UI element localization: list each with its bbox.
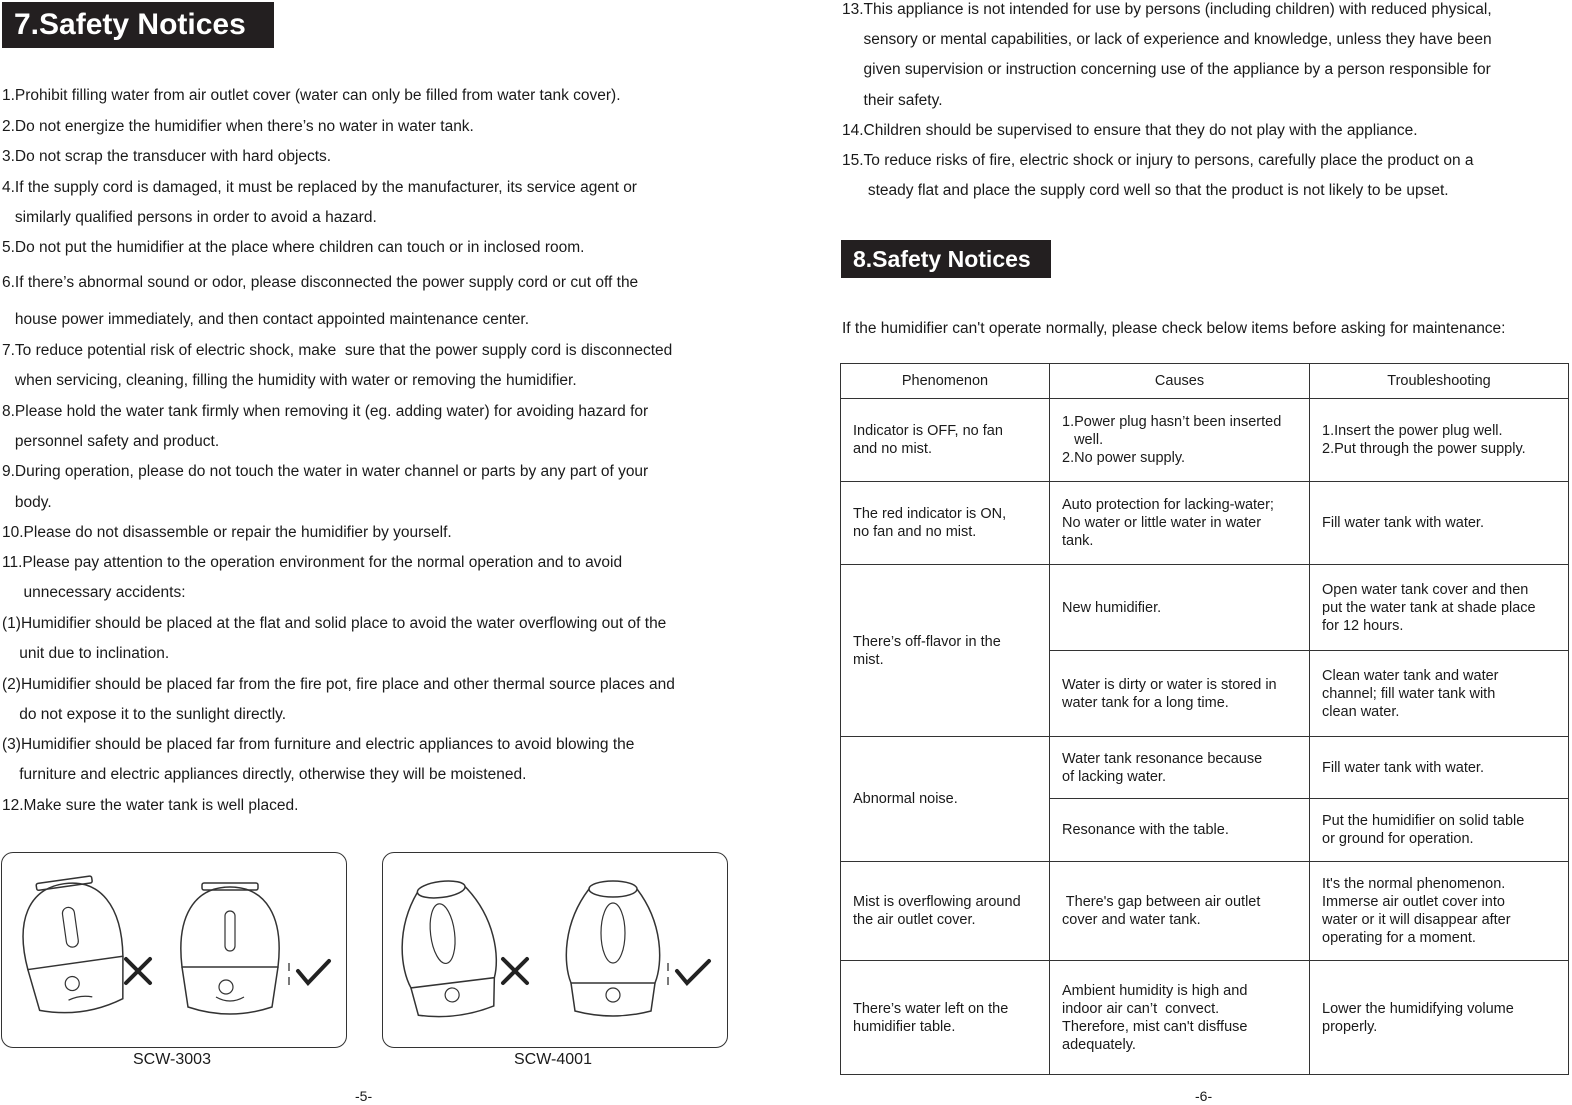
- cause-cell: [1050, 565, 1310, 651]
- safety-notice-line: 5.Do not put the humidifier at the place where children can touch or in inclosed room.: [2, 239, 585, 256]
- section-title-8: 8.Safety Notices: [841, 240, 1051, 278]
- safety-notice-line: 7.To reduce potential risk of electric shock, make sure that the power supply cord is disconnected: [2, 342, 673, 359]
- safety-notice-line: steady flat and place the supply cord well so that the product is not likely to be upset.: [842, 182, 1449, 199]
- cell-text-line: cover and water tank.: [1062, 912, 1201, 928]
- product-illustration-scw-3003: [1, 852, 347, 1048]
- cell-text-line: properly.: [1322, 1018, 1378, 1035]
- safety-notice-line: 10.Please do not disassemble or repair the humidifier by yourself.: [2, 524, 452, 541]
- cell-text-line: Open water tank cover and then: [1322, 581, 1529, 598]
- cell-text-line: tank.: [1062, 533, 1094, 549]
- safety-notice-line: furniture and electric appliances directly, otherwise they will be moistened.: [2, 766, 527, 783]
- humidifier-upright-image: [181, 883, 279, 1014]
- safety-notice-line: similarly qualified persons in order to avoid a hazard.: [2, 209, 377, 226]
- product-illustration-scw-4001: [382, 852, 728, 1048]
- cause-cell: [1050, 862, 1310, 961]
- safety-notice-line: 9.During operation, please do not touch the water in water channel or parts by any part of your: [2, 463, 649, 480]
- safety-notice-line: 2.Do not energize the humidifier when there’s no water in water tank.: [2, 118, 474, 135]
- cell-text-line: and no mist.: [853, 441, 932, 457]
- troubleshooting-cell: [1310, 737, 1569, 799]
- cell-text-line: No water or little water in water: [1062, 515, 1262, 531]
- safety-notice-line: unnecessary accidents:: [2, 584, 186, 601]
- cell-text-line: There's gap between air outlet: [1062, 894, 1261, 910]
- section-title-7: 7.Safety Notices: [2, 2, 274, 48]
- cell-text-line: put the water tank at shade place: [1322, 599, 1536, 616]
- cell-text-line: humidifier table.: [853, 1018, 956, 1035]
- cell-text-line: Lower the humidifying volume: [1322, 1000, 1514, 1017]
- cell-text-line: Put the humidifier on solid table: [1322, 813, 1525, 829]
- cause-cell: [1050, 799, 1310, 862]
- troubleshooting-cell: [1310, 961, 1569, 1075]
- cell-text-line: adequately.: [1062, 1036, 1136, 1053]
- phenomenon-cell: [841, 862, 1050, 961]
- cell-text-line: There’s water left on the: [853, 1000, 1009, 1017]
- safety-notice-line: 8.Please hold the water tank firmly when removing it (eg. adding water) for avoiding hazard for: [2, 403, 649, 420]
- table-row: [841, 482, 1569, 565]
- phenomenon-cell: [841, 737, 1050, 862]
- cell-text-line: Abnormal noise.: [853, 791, 958, 807]
- troubleshooting-cell: [1310, 862, 1569, 961]
- cause-cell: [1050, 482, 1310, 565]
- safety-notice-line: 12.Make sure the water tank is well placed.: [2, 797, 299, 814]
- cell-text-line: Fill water tank with water.: [1322, 515, 1484, 531]
- phenomenon-cell: [841, 565, 1050, 737]
- cell-text-line: clean water.: [1322, 703, 1400, 720]
- safety-notice-line: 1.Prohibit filling water from air outlet cover (water can only be filled from water tank cover).: [2, 87, 621, 104]
- phenomenon-cell: [841, 961, 1050, 1075]
- safety-notice-line: personnel safety and product.: [2, 433, 220, 450]
- cell-text-line: The red indicator is ON,: [853, 506, 1007, 522]
- safety-notice-line: when servicing, cleaning, filling the humidity with water or removing the humidifier.: [2, 372, 577, 389]
- troubleshooting-intro: If the humidifier can't operate normally, please check below items before asking for maintenance:: [842, 320, 1506, 337]
- cell-text-line: New humidifier.: [1062, 599, 1162, 616]
- safety-notice-line: 14.Children should be supervised to ensure that they do not play with the appliance.: [842, 122, 1418, 139]
- cause-cell: [1050, 651, 1310, 737]
- phenomenon-cell: [841, 482, 1050, 565]
- cause-cell: [1050, 399, 1310, 482]
- safety-notice-line: do not expose it to the sunlight directly.: [2, 706, 287, 723]
- cell-text-line: There’s off-flavor in the: [853, 633, 1001, 650]
- troubleshooting-cell: [1310, 399, 1569, 482]
- cell-text-line: Immerse air outlet cover into: [1322, 894, 1505, 910]
- cell-text-line: or ground for operation.: [1322, 831, 1474, 847]
- cell-text-line: water or it will disappear after: [1322, 912, 1511, 928]
- cell-text-line: of lacking water.: [1062, 768, 1166, 785]
- safety-notice-line: (1)Humidifier should be placed at the flat and solid place to avoid the water overflowing out of the: [2, 615, 667, 632]
- cell-text-line: for 12 hours.: [1322, 617, 1404, 634]
- cause-cell: [1050, 737, 1310, 799]
- safety-notice-line: 6.If there’s abnormal sound or odor, please disconnected the power supply cord or cut off the: [2, 274, 639, 291]
- phenomenon-cell: [841, 399, 1050, 482]
- humidifier-tilted-image: [394, 876, 503, 1021]
- table-row: [841, 565, 1569, 651]
- safety-notice-line: given supervision or instruction concerning use of the appliance by a person responsible for: [842, 61, 1491, 78]
- humidifier-upright-image: [566, 881, 659, 1016]
- cell-text-line: indoor air can’t convect.: [1062, 1000, 1220, 1017]
- cell-text-line: It's the normal phenomenon.: [1322, 876, 1506, 892]
- safety-notice-line: body.: [2, 494, 52, 511]
- safety-notice-line: sensory or mental capabilities, or lack of experience and knowledge, unless they have been: [842, 31, 1492, 48]
- troubleshooting-cell: [1310, 651, 1569, 737]
- model-label-scw-3003: SCW-3003: [133, 1051, 211, 1068]
- table-row: [841, 399, 1569, 482]
- safety-notice-line: 4.If the supply cord is damaged, it must be replaced by the manufacturer, its service agent or: [2, 179, 637, 196]
- cell-text-line: 1.Power plug hasn’t been inserted: [1062, 414, 1282, 430]
- cell-text-line: 1.Insert the power plug well.: [1322, 423, 1503, 439]
- cell-text-line: Clean water tank and water: [1322, 667, 1499, 684]
- troubleshooting-cell: [1310, 799, 1569, 862]
- cell-text-line: Auto protection for lacking-water;: [1062, 497, 1274, 513]
- troubleshooting-cell: [1310, 565, 1569, 651]
- cell-text-line: Therefore, mist can't disffuse: [1062, 1018, 1248, 1035]
- cell-text-line: Mist is overflowing around: [853, 894, 1021, 910]
- cell-text-line: Water is dirty or water is stored in: [1062, 676, 1277, 693]
- humidifier-tilted-image: [15, 873, 131, 1018]
- cell-text-line: well.: [1062, 432, 1104, 448]
- troubleshooting-table: [840, 363, 1569, 1075]
- cell-text-line: the air outlet cover.: [853, 912, 976, 928]
- safety-notice-line: 3.Do not scrap the transducer with hard objects.: [2, 148, 332, 165]
- cell-text-line: Fill water tank with water.: [1322, 759, 1484, 776]
- cell-text-line: Resonance with the table.: [1062, 822, 1229, 838]
- cell-text-line: operating for a moment.: [1322, 930, 1476, 946]
- safety-notice-line: 13.This appliance is not intended for use by persons (including children) with reduced physical,: [842, 1, 1492, 18]
- cell-text-line: mist.: [853, 651, 884, 668]
- page-number-right: -6-: [1195, 1088, 1213, 1104]
- correct-mark-icon: [677, 961, 709, 983]
- safety-notice-line: unit due to inclination.: [2, 645, 170, 662]
- safety-notice-line: (3)Humidifier should be placed far from furniture and electric appliances to avoid blowing the: [2, 736, 635, 753]
- header-phenomenon: Phenomenon: [841, 364, 1050, 399]
- correct-mark-icon: [298, 961, 329, 983]
- safety-notice-line: house power immediately, and then contact appointed maintenance center.: [2, 311, 530, 328]
- table-row: [841, 737, 1569, 799]
- page-number-left: -5-: [355, 1088, 373, 1104]
- safety-notice-line: (2)Humidifier should be placed far from the fire pot, fire place and other thermal source places and: [2, 676, 675, 693]
- cause-cell: [1050, 961, 1310, 1075]
- table-row: [841, 862, 1569, 961]
- cell-text-line: channel; fill water tank with: [1322, 685, 1496, 702]
- wrong-mark-icon: [126, 959, 150, 983]
- cell-text-line: 2.Put through the power supply.: [1322, 441, 1526, 457]
- model-label-scw-4001: SCW-4001: [514, 1051, 592, 1068]
- cell-text-line: 2.No power supply.: [1062, 450, 1186, 466]
- troubleshooting-cell: [1310, 482, 1569, 565]
- header-causes: Causes: [1050, 364, 1310, 399]
- cell-text-line: Ambient humidity is high and: [1062, 982, 1248, 999]
- cell-text-line: water tank for a long time.: [1062, 694, 1229, 711]
- safety-notice-line: 15.To reduce risks of fire, electric shock or injury to persons, carefully place the product on a: [842, 152, 1474, 169]
- wrong-mark-icon: [503, 959, 527, 983]
- header-troubleshooting: Troubleshooting: [1310, 364, 1569, 399]
- cell-text-line: Indicator is OFF, no fan: [853, 423, 1003, 439]
- cell-text-line: Water tank resonance because: [1062, 750, 1263, 767]
- safety-notice-line: their safety.: [842, 92, 943, 109]
- cell-text-line: no fan and no mist.: [853, 524, 977, 540]
- table-row: [841, 961, 1569, 1075]
- safety-notice-line: 11.Please pay attention to the operation environment for the normal operation and to avoid: [2, 554, 623, 571]
